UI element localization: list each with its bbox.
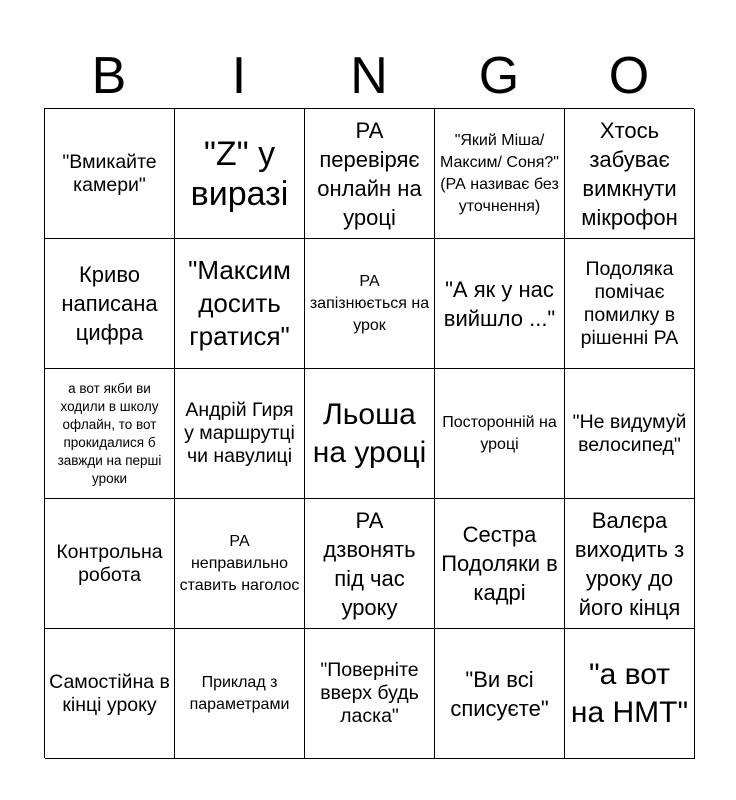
cell-text: Посторонній на уроці [442, 413, 557, 453]
cell-text: "Поверніте вверх будь ласка" [320, 659, 419, 727]
bingo-cell[interactable] [565, 629, 695, 759]
cell-text: "Вмикайте камери" [62, 150, 157, 196]
cell-text: Подоляка помічає помилку в рішенні РА [580, 257, 679, 349]
cell-text: "А як у нас вийшло ..." [443, 276, 556, 331]
cell-text: РА неправильно ставить наголос [179, 532, 300, 594]
cell-text: Самостійна в кінці уроку [49, 670, 170, 716]
cell-text: Сестра Подоляки в кадрі [441, 522, 558, 605]
bingo-header [44, 44, 694, 108]
bingo-cell[interactable] [435, 499, 565, 629]
cell-text: "а вот на НМТ" [570, 657, 689, 729]
cell-text: "Який Міша/ Максим/ Соня?" (РА називає без уточнення) [440, 131, 559, 215]
bingo-cell[interactable] [175, 629, 305, 759]
bingo-cell[interactable] [175, 499, 305, 629]
bingo-cell[interactable] [305, 369, 435, 499]
header-letter-n: N [350, 47, 388, 105]
bingo-cell[interactable] [45, 499, 175, 629]
bingo-cell[interactable] [175, 369, 305, 499]
bingo-cell[interactable] [305, 239, 435, 369]
cell-text: Хтось забуває вимкнути мікрофон [581, 117, 678, 230]
bingo-cell[interactable] [305, 629, 435, 759]
cell-text: "Z" у виразі [190, 134, 289, 213]
bingo-cell[interactable] [175, 109, 305, 239]
header-letter-i: I [231, 47, 247, 105]
bingo-cell[interactable] [305, 109, 435, 239]
bingo-cell[interactable] [565, 499, 695, 629]
cell-text: а вот якби ви ходили в школу офлайн, то вот прокидалися б завжди на перші уроки [57, 380, 162, 486]
header-letter-o: O [608, 47, 650, 105]
bingo-cell[interactable] [45, 239, 175, 369]
bingo-cell[interactable] [435, 239, 565, 369]
cell-text: "Не видумуй велосипед" [572, 410, 687, 456]
bingo-cell[interactable] [565, 239, 695, 369]
header-letter-b: B [91, 47, 127, 105]
bingo-cell[interactable] [175, 239, 305, 369]
cell-text: Андрій Гиря у маршрутці чи навулиці [184, 399, 295, 467]
cell-text: РА перевіряє онлайн на уроці [317, 117, 422, 230]
cell-text: Криво написана цифра [61, 262, 158, 345]
bingo-cell[interactable] [565, 109, 695, 239]
bingo-cell[interactable] [435, 109, 565, 239]
bingo-cell[interactable] [435, 629, 565, 759]
cell-text: Льоша на уроці [312, 397, 427, 469]
header-letter-g: G [478, 47, 520, 105]
cell-text: Валєра виходить з уроку до його кінця [574, 507, 685, 620]
cell-text: Приклад з параметрами [189, 673, 290, 713]
bingo-cell[interactable] [45, 369, 175, 499]
cell-text: РА запізнюється на урок [309, 272, 430, 334]
cell-text: Контрольна робота [56, 540, 163, 586]
bingo-grid [44, 108, 694, 758]
bingo-cell[interactable] [45, 629, 175, 759]
bingo-cell[interactable] [435, 369, 565, 499]
bingo-cell[interactable] [565, 369, 695, 499]
cell-text: "Максим досить гратися" [188, 255, 291, 351]
cell-text: РА дзвонять під час уроку [323, 507, 416, 620]
bingo-cell[interactable] [45, 109, 175, 239]
cell-text: "Ви всі списуєте" [450, 666, 549, 721]
bingo-cell[interactable] [305, 499, 435, 629]
